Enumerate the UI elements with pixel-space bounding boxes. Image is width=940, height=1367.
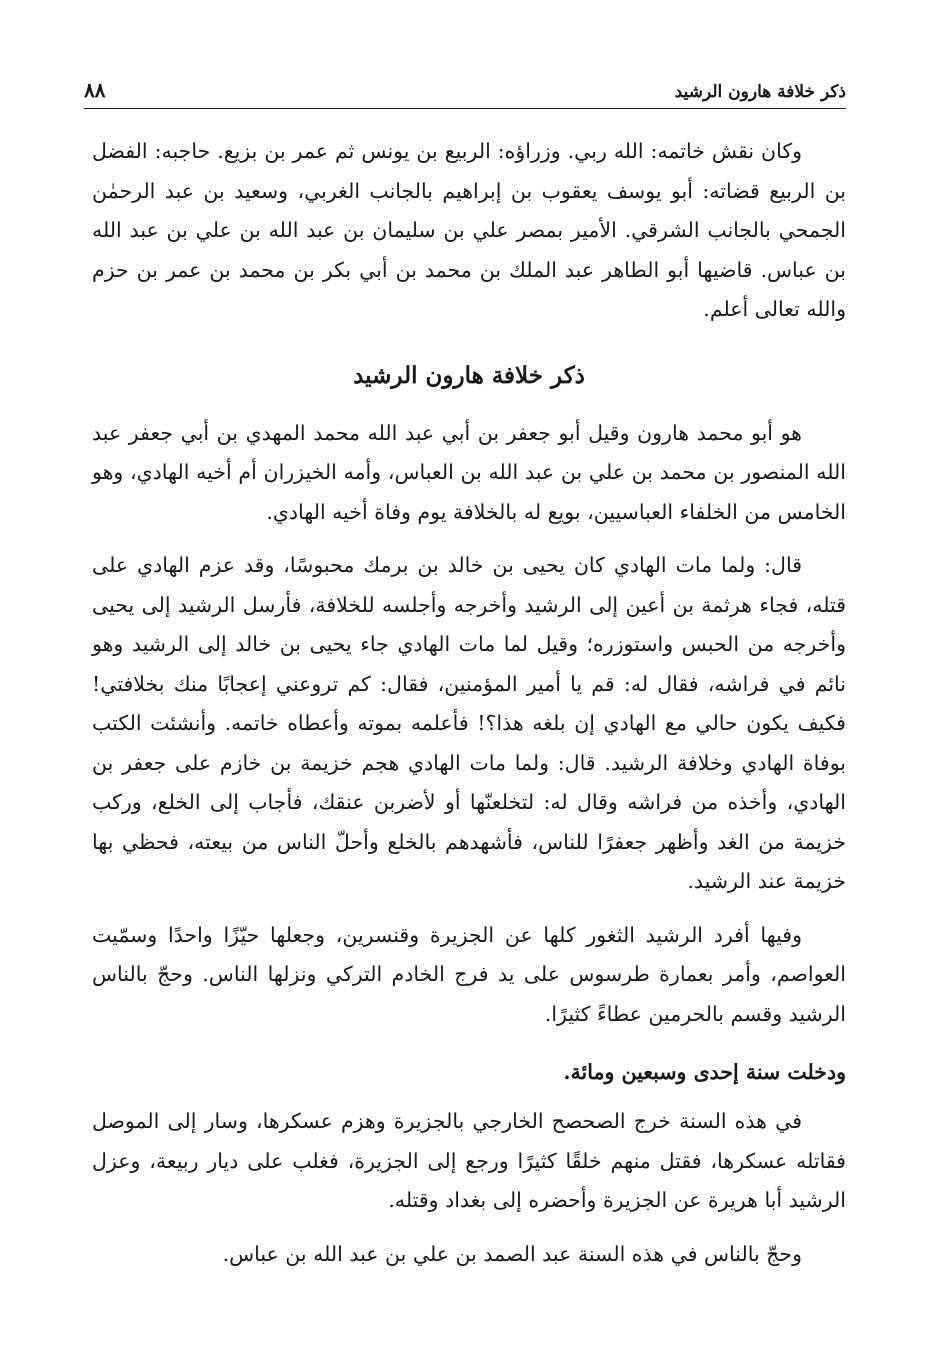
paragraph: قال: ولما مات الهادي كان يحيى بن خالد بن برمك محبوسًا، وقد عزم الهادي على قتله، فجاء هرثمة بن أعين إلى الرشيد وأخرجه وأجلسه للخلافة، فأرسل الرشيد إلى يحيى وأخرجه من الحبس واستوزره؛ وقيل لما مات الهادي جاء يحيى بن خالد إلى الرشيد وهو نائم في فراشه، فقال له: قم يا أمير المؤمنين، فقال: كم تروعني إعجابًا منك بخلافتي! فكيف يكون حالي مع الهادي إن بلغه هذا؟! فأعلمه بموته وأعطاه خاتمه. وأنشئت الكتب بوفاة الهادي وخلافة الرشيد. قال: ولما مات الهادي هجم خزيمة بن خازم على جعفر بن الهادي، وأخذه من فراشه وقال له: لتخلعنّها أو لأضربن عنقك، فأجاب إلى الخلع، وركب خزيمة من الغد وأظهر جعفرًا للناس، فأشهدهم بالخلع وأحلّ الناس من بيعته، فحظي بها خزيمة عند الرشيد. <box>92 553 846 893</box>
paragraph: وفيها أفرد الرشيد الثغور كلها عن الجزيرة وقنسرين، وجعلها حيّزًا واحدًا وسمّيت العواصم، وأمر بعمارة طرسوس على يد فرج الخادم التركي ونزلها الناس. وحجّ بالناس الرشيد وقسم بالحرمين عطاءً كثيرًا. <box>92 922 846 1026</box>
section-heading: ذكر خلافة هارون الرشيد <box>353 361 585 389</box>
paragraph: في هذه السنة خرج الصحصح الخارجي بالجزيرة وهزم عسكرها، وسار إلى الموصل فقاتله عسكرها، فقتل منهم خلقًا كثيرًا ورجع إلى الجزيرة، فغلب على ديار ربيعة، وعزل الرشيد أبا هريرة عن الجزيرة وأحضره إلى بغداد وقتله. <box>92 1109 846 1212</box>
paragraph: هو أبو محمد هارون وقيل أبو جعفر بن أبي عبد الله محمد المهدي بن أبي جعفر عبد الله المنصور بن محمد بن علي بن عبد الله بن العباس، وأمه الخيزران أم أخيه الهادي، وهو الخامس من الخلفاء العباسيين، بويع له بالخلافة يوم وفاة أخيه الهادي. <box>92 420 846 524</box>
page-body <box>92 132 846 1274</box>
running-header <box>84 72 846 109</box>
paragraph: وكان نقش خاتمه: الله ربي. وزراؤه: الربيع بن يونس ثم عمر بن بزيع. حاجبه: الفضل بن الربيع قضاته: أبو يوسف يعقوب بن إبراهيم بالجانب الغربي، وسعيد بن عبد الرحمٰن الجمحي بالجانب الشرقي. الأمير بمصر علي بن سليمان بن عبد الله بن علي بن عبد الله بن عباس. قاضيها أبو الطاهر عبد الملك بن محمد بن أبي بكر بن محمد بن عمر بن حزم والله تعالى أعلم. <box>92 139 846 321</box>
page-number: ٨٨ <box>84 78 106 102</box>
year-heading: ودخلت سنة إحدى وسبعين ومائة. <box>563 1060 846 1084</box>
paragraph: وحجّ بالناس في هذه السنة عبد الصمد بن علي بن عبد الله بن عباس. <box>222 1241 802 1266</box>
running-title: ذكر خلافة هارون الرشيد <box>674 82 846 102</box>
